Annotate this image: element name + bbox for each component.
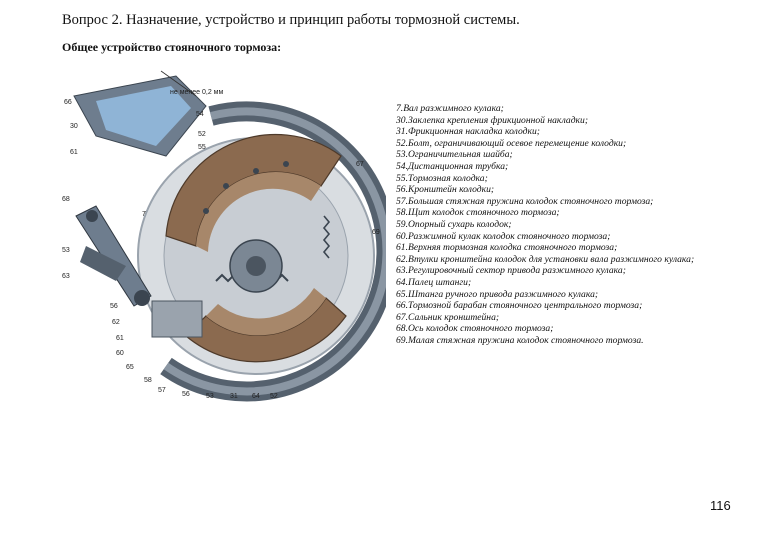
legend-item: 64.Палец штанги; [396, 276, 472, 288]
legend-item: 59.Опорный сухарь колодок; [396, 218, 512, 230]
brake-drawing [56, 66, 386, 402]
legend-item: 53.Ограничительная шайба; [396, 149, 513, 161]
callout-56-bottom: 56 [182, 391, 190, 398]
shoe-bracket [152, 301, 202, 337]
callout-55: 55 [198, 144, 206, 151]
rod-pin [86, 210, 98, 222]
callout-56: 56 [110, 303, 118, 310]
parts-legend [396, 103, 694, 346]
callout-60: 60 [116, 350, 124, 357]
callout-53: 53 [62, 247, 70, 254]
callout-68: 68 [62, 196, 70, 203]
gap-dimension-note: не менее 0,2 мм [170, 89, 224, 96]
parking-brake-illustration [56, 66, 386, 402]
legend-item: 60.Разжимной кулак колодок стояночного тормоза; [396, 230, 611, 242]
callout-30: 30 [70, 123, 78, 130]
page-title: Вопрос 2. Назначение, устройство и принцип работы тормозной системы. [62, 12, 520, 28]
callout-54: 54 [196, 111, 204, 118]
rivet [283, 161, 289, 167]
callout-61: 61 [70, 149, 78, 156]
section-subtitle: Общее устройство стояночного тормоза: [62, 40, 282, 54]
legend-item: 68.Ось колодок стояночного тормоза; [396, 323, 554, 335]
legend-item: 31.Фрикционная накладка колодки; [396, 126, 540, 138]
legend-item: 57.Большая стяжная пружина колодок стояночного тормоза; [396, 195, 654, 207]
legend-item: 62.Втулки кронштейна колодок для установки вала разжимного кулака; [396, 253, 695, 265]
legend-item: 67.Сальник кронштейна; [396, 311, 500, 323]
legend-item: 55.Тормозная колодка; [396, 172, 488, 184]
callout-66: 66 [64, 99, 72, 106]
legend-item: 56.Кронштейн колодки; [396, 184, 495, 196]
callout-57: 57 [158, 387, 166, 394]
legend-item: 7.Вал разжимного кулака; [396, 103, 504, 114]
callout-52-bottom: 52 [270, 393, 278, 400]
legend-item: 61.Верхняя тормозная колодка стояночного тормоза; [396, 242, 618, 254]
callout-69: 69 [372, 229, 380, 236]
callout-61-lower: 61 [116, 335, 124, 342]
hub-center [246, 256, 266, 276]
callout-62: 62 [112, 319, 120, 326]
expander-cam [134, 290, 150, 306]
legend-item: 30.Заклепка крепления фрикционной накладки; [396, 114, 589, 126]
callout-67: 67 [356, 161, 364, 168]
callout-65: 65 [126, 364, 134, 371]
callout-53-bottom: 53 [206, 393, 214, 400]
callout-64: 64 [252, 393, 260, 400]
legend-item: 69.Малая стяжная пружина колодок стояночного тормоза. [396, 334, 644, 346]
legend-item: 66.Тормозной барабан стояночного центрального тормоза; [396, 300, 643, 312]
callout-31: 31 [230, 393, 238, 400]
rivet [223, 183, 229, 189]
legend-item: 52.Болт, ограничивающий осевое перемещение колодки; [396, 137, 627, 149]
callout-7: 7 [142, 211, 146, 218]
rivet [203, 208, 209, 214]
legend-item: 54.Дистанционная трубка; [396, 160, 509, 172]
rivet [253, 168, 259, 174]
callout-52: 52 [198, 131, 206, 138]
legend-item: 65.Штанга ручного привода разжимного кулака; [396, 288, 599, 300]
callout-58: 58 [144, 377, 152, 384]
callout-63: 63 [62, 273, 70, 280]
legend-item: 58.Щит колодок стояночного тормоза; [396, 207, 560, 219]
page-number: 116 [710, 498, 731, 513]
legend-item: 63.Регулировочный сектор привода разжимного кулака; [396, 265, 626, 277]
